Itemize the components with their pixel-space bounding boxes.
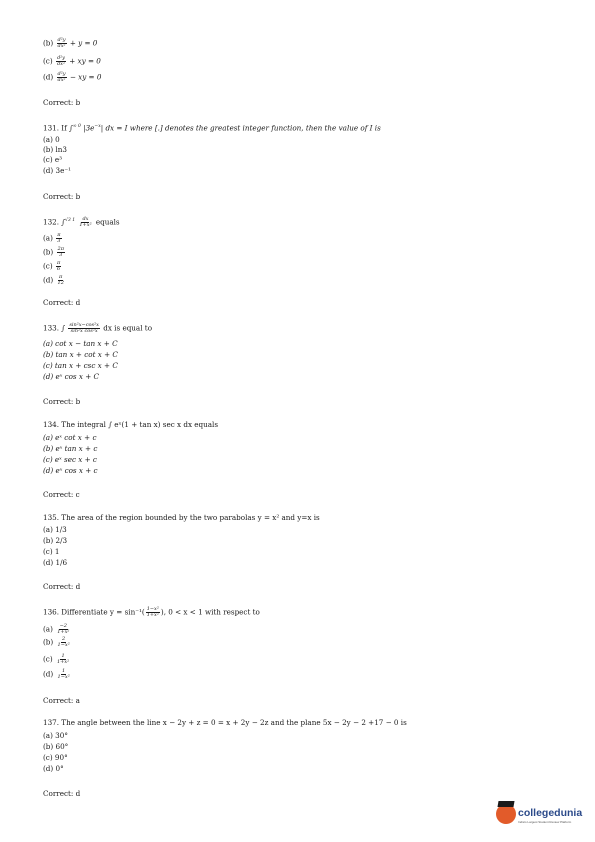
q130-option-d: (d) $\frac{\text{d²y}}{\text{dx²}}$ − xy = 0: [43, 71, 102, 83]
q131-correct: Correct: b: [43, 192, 81, 201]
q137-option: (b) 60°: [43, 742, 69, 751]
q136-option-d: (d) $\frac{1}{\text{1−x²}}$: [43, 668, 70, 680]
q135-correct: Correct: d: [43, 582, 81, 591]
q131-option: (b) ln3: [43, 145, 67, 154]
q130-correct: Correct: b: [43, 98, 81, 107]
q131-option: (a) 0: [43, 135, 60, 144]
q133-question: 133. ∫ $\frac{\text{sin²x−cos²x}}{\text{sin²x cos²x}}$ dx is equal to: [43, 322, 153, 334]
q132-question: 132. ∫$^{√3 1}$ $\frac{dx}{\text{1+x²}}$ equals: [43, 215, 120, 228]
q134-correct: Correct: c: [43, 490, 80, 499]
fraction: $\frac{\text{sin²x−cos²x}}{\text{sin²x cos²x}}$: [69, 322, 99, 334]
q136-question: 136. Differentiate y = sin⁻¹( $\frac{\text{1−x²}}{\text{1+x²}}$ ), 0 < x < 1 with respect to: [43, 606, 260, 618]
q134-option: (c) eˣ sec x + c: [43, 455, 97, 464]
q132-option-b: (b) $\frac{2\pi}{3}$: [43, 246, 64, 258]
q135-option: (b) 2/3: [43, 536, 68, 545]
q131-option: (d) 3e⁻¹: [43, 166, 71, 175]
fraction: $\frac{\text{d²y}}{\text{dx²}}$: [56, 55, 65, 67]
graduation-cap-icon: [497, 801, 514, 807]
logo-mascot-icon: [496, 804, 516, 824]
q137-option: (a) 30°: [43, 731, 68, 740]
q134-question: 134. The integral ∫ eˣ(1 + tan x) sec x dx equals: [43, 420, 219, 429]
q137-correct: Correct: d: [43, 789, 81, 798]
q133-option: (c) tan x + csc x + C: [43, 361, 118, 370]
q132-option-a: (a) $\frac{\pi}{3}$: [43, 232, 61, 244]
fraction: $\frac{\text{1−x²}}{\text{1+x²}}$: [146, 606, 159, 618]
q130-option-b: (b) $\frac{\text{d²y}}{\text{dx²}}$ + y = 0: [43, 37, 98, 49]
q132-correct: Correct: d: [43, 298, 81, 307]
collegedunia-logo[interactable]: [496, 800, 592, 830]
logo-tagline: India's Largest Student Review Platform: [518, 820, 572, 824]
q133-option: (a) cot x − tan x + C: [43, 339, 118, 348]
logo-wordmark: collegedunia: [518, 807, 583, 819]
q137-question: 137. The angle between the line x − 2y + z = 0 = x + 2y − 2z and the plane 5x − 2y − 2 +17 − 0 is: [43, 718, 407, 727]
q134-option: (b) eˣ tan x + c: [43, 444, 98, 453]
q134-option: (a) eˣ cot x + c: [43, 433, 97, 442]
q133-correct: Correct: b: [43, 397, 81, 406]
fraction: $\frac{dx}{\text{1+x²}}$: [79, 215, 92, 228]
q136-option-b: (b) $\frac{2}{\text{1−x²}}$: [43, 636, 70, 648]
fraction: $\frac{\text{d²y}}{\text{dx²}}$: [57, 37, 66, 49]
q137-option: (d) 0°: [43, 764, 64, 773]
q131-question: 131. If ∫$^{\infty 0}$ $|3e^{-x}|$ dx = I where [.] denotes the greatest integer function, then the value of I is: [43, 123, 381, 133]
q136-correct: Correct: a: [43, 696, 80, 705]
q131-option: (c) e³: [43, 155, 63, 164]
q135-option: (d) 1/6: [43, 558, 68, 567]
q130-option-c: (c) $\frac{\text{d²y}}{\text{dx²}}$ + xy = 0: [43, 55, 101, 67]
q133-option: (d) eˣ cos x + C: [43, 372, 100, 381]
fraction: $\frac{\text{d²y}}{\text{dx²}}$: [57, 71, 66, 83]
q134-option: (d) eˣ cos x + c: [43, 466, 98, 475]
q137-option: (c) 90°: [43, 753, 68, 762]
q136-option-c: (c) $\frac{1}{\text{1+x²}}$: [43, 653, 70, 665]
q135-option: (c) 1: [43, 547, 60, 556]
q132-option-c: (c) $\frac{\pi}{6}$: [43, 260, 61, 272]
q135-option: (a) 1/3: [43, 525, 67, 534]
q132-option-d: (d) $\frac{\pi}{12}$: [43, 274, 64, 286]
q136-option-a: (a) $\frac{-2}{\text{1+x²}}$: [43, 623, 70, 635]
q135-question: 135. The area of the region bounded by the two parabolas y = x² and y=x is: [43, 513, 320, 522]
q133-option: (b) tan x + cot x + C: [43, 350, 118, 359]
